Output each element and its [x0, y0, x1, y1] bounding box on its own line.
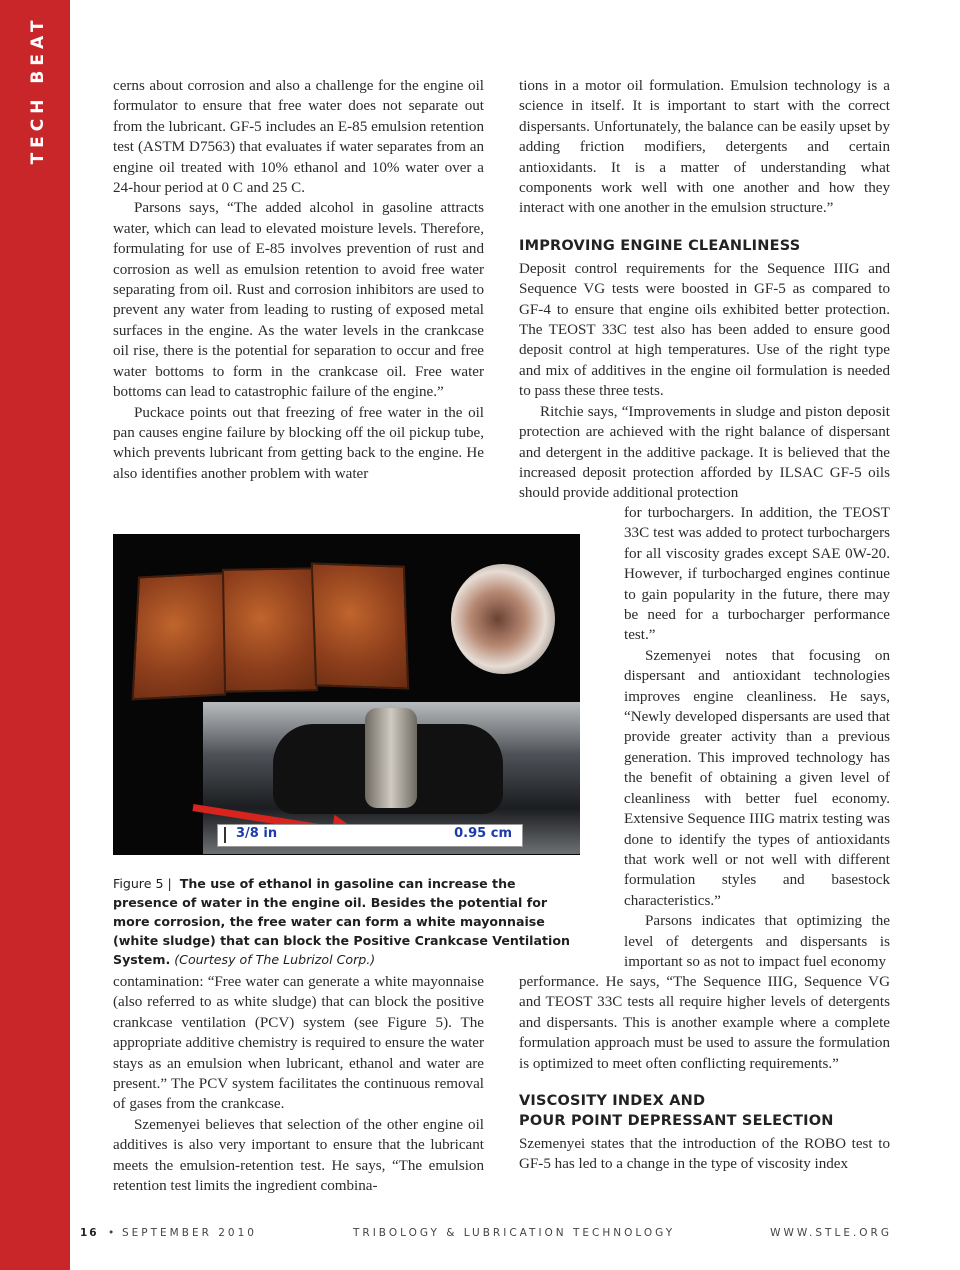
sludge-ring — [451, 564, 555, 674]
paragraph: Puckace points out that freezing of free water in the oil pan causes engine failure by blocking off the oil pickup tube, which prevents lubricant from getting back to the engine. He also identifies another problem with water — [113, 404, 484, 482]
paragraph: contamination: “Free water can generate a white mayonnaise (also referred to as white sludge) that can block the positive crankcase ventilation (PCV) system (see Figure 5). The appropriate additive chemistry is required to ensure the water stays as an emulsion when lubricant, ethanol and water are present.” The PCV system facilitates the continuous removal of gases from the crankcase. — [113, 974, 484, 1113]
paragraph: for turbochargers. In addition, the TEOST 33C test was added to protect turbochargers for all viscosity grades except SAE 0W-20. However, if turbocharged engines continue to gain popularity in the future, there may be need for a turbocharger performance test.” — [624, 505, 890, 644]
paragraph: tions in a motor oil formulation. Emulsion technology is a science in itself. It is important to start with the correct dispersants. Unfortunately, the balance can be easily upset by adding friction modifiers, detergents and certain antioxidants. It is a matter of understanding what components work well with one another and how they interact with one another in the emulsion structure.” — [519, 78, 890, 217]
figure-separator: | — [167, 876, 172, 891]
measurement-scale — [217, 824, 523, 847]
paragraph: Parsons indicates that optimizing the level of detergents and dispersants is important so as not to impact fuel economy — [624, 913, 890, 970]
footer-bullet: • — [108, 1227, 118, 1239]
measure-cm: 0.95 cm — [454, 826, 512, 841]
paragraph: Szemenyei states that the introduction of the ROBO test to GF-5 has led to a change in the type of viscosity index — [519, 1136, 890, 1173]
measure-inches: 3/8 in — [236, 826, 278, 841]
section-label: TECH BEAT — [28, 15, 48, 165]
corroded-plate — [132, 572, 233, 701]
page-footer — [80, 1227, 892, 1243]
right-column-bottom — [519, 972, 890, 1175]
left-column-top — [113, 76, 484, 484]
heading-pour-point: POUR POINT DEPRESSANT SELECTION — [519, 1113, 834, 1130]
right-column-top — [519, 76, 890, 504]
paragraph: performance. He says, “The Sequence IIIG, Sequence VG and TEOST 33C tests all require higher levels of detergents and dispersants. This is another example where a complete formulation approach must be used to assure the formulation is optimized to meet often conflicting requirements.” — [519, 974, 890, 1072]
paragraph: Deposit control requirements for the Sequence IIIG and Sequence VG tests were boosted in GF-5 as compared to GF-4 to ensure that engine oils exhibited better protection. The TEOST 33C test also has been added to ensure good deposit control at high temperatures. Use of the right type and mix of additives in the engine oil formulation is needed to pass these three tests. — [519, 260, 890, 400]
corroded-plate — [222, 567, 318, 693]
figure-5-photo — [113, 534, 580, 855]
paragraph: Ritchie says, “Improvements in sludge and piston deposit protection are achieved with the right balance of dispersant and detergent in the additive package. It is believed that the increased deposit protection afforded by ILSAC GF-5 oils should provide additional protection — [519, 403, 890, 502]
page-number: 16 — [80, 1227, 99, 1239]
heading-engine-cleanliness: IMPROVING ENGINE CLEANLINESS — [519, 237, 801, 254]
right-column-narrow — [624, 503, 890, 972]
paragraph: Parsons says, “The added alcohol in gasoline attracts water, which can lead to elevated moisture levels. Therefore, formulating for use of E-85 involves prevention of rust and corrosion as well as emulsion retention to avoid free water separating from oil. Rust and corrosion inhibitors are used to prevent any water from leading to rusting of exposed metal surfaces in the engine. As the water levels in the crankcase oil rise, there is the potential for separation to occur and free water bottoms to form in the crankcase oil. Free water bottoms can lead to catastrophic failure of the engine.” — [113, 200, 484, 401]
corroded-plate — [311, 562, 410, 689]
caption-credit: (Courtesy of The Lubrizol Corp.) — [174, 952, 376, 967]
paragraph: Szemenyei believes that selection of the other engine oil additives is also very important to ensure that the lubricant meets the emulsion-retention test. He says, “The emulsion retention test limits the ingredient combina- — [113, 1116, 484, 1195]
caption-text: The use of ethanol in gasoline can increase the presence of water in the engine oil. Besides the potential for more corrosion, the free water can form a white mayonnaise (white sludge) that can block the Positive Crankcase Ventilation System. — [113, 876, 570, 967]
heading-viscosity-index: VISCOSITY INDEX AND — [519, 1093, 706, 1110]
left-column-bottom — [113, 972, 484, 1196]
paragraph: Szemenyei notes that focusing on dispersant and antioxidant technologies improves engine cleanliness. He says, “Newly developed dispersants are used that provide greater activity than a previous generation. This improved technology has the benefit of obtaining a given level of cleanliness with better fuel economy. Extensive Sequence IIIG matrix testing was done to identify the types of antioxidants that work well or not well with different formulation styles and basestock characteristics.” — [624, 647, 890, 909]
website: WWW.STLE.ORG — [770, 1227, 892, 1239]
figure-caption — [113, 874, 583, 969]
magazine-title: TRIBOLOGY & LUBRICATION TECHNOLOGY — [353, 1227, 676, 1239]
issue-date: SEPTEMBER 2010 — [122, 1227, 257, 1239]
section-sidebar — [0, 0, 70, 1270]
figure-number: Figure 5 — [113, 876, 164, 891]
paragraph: cerns about corrosion and also a challenge for the engine oil formulator to ensure that free water does not separate out from the lubricant. GF-5 includes an E-85 emulsion retention test (ASTM D7563) that evaluates if water separates from an engine oil treated with 10% ethanol and 10% water over a 24-hour period at 0 C and 25 C. — [113, 78, 484, 197]
